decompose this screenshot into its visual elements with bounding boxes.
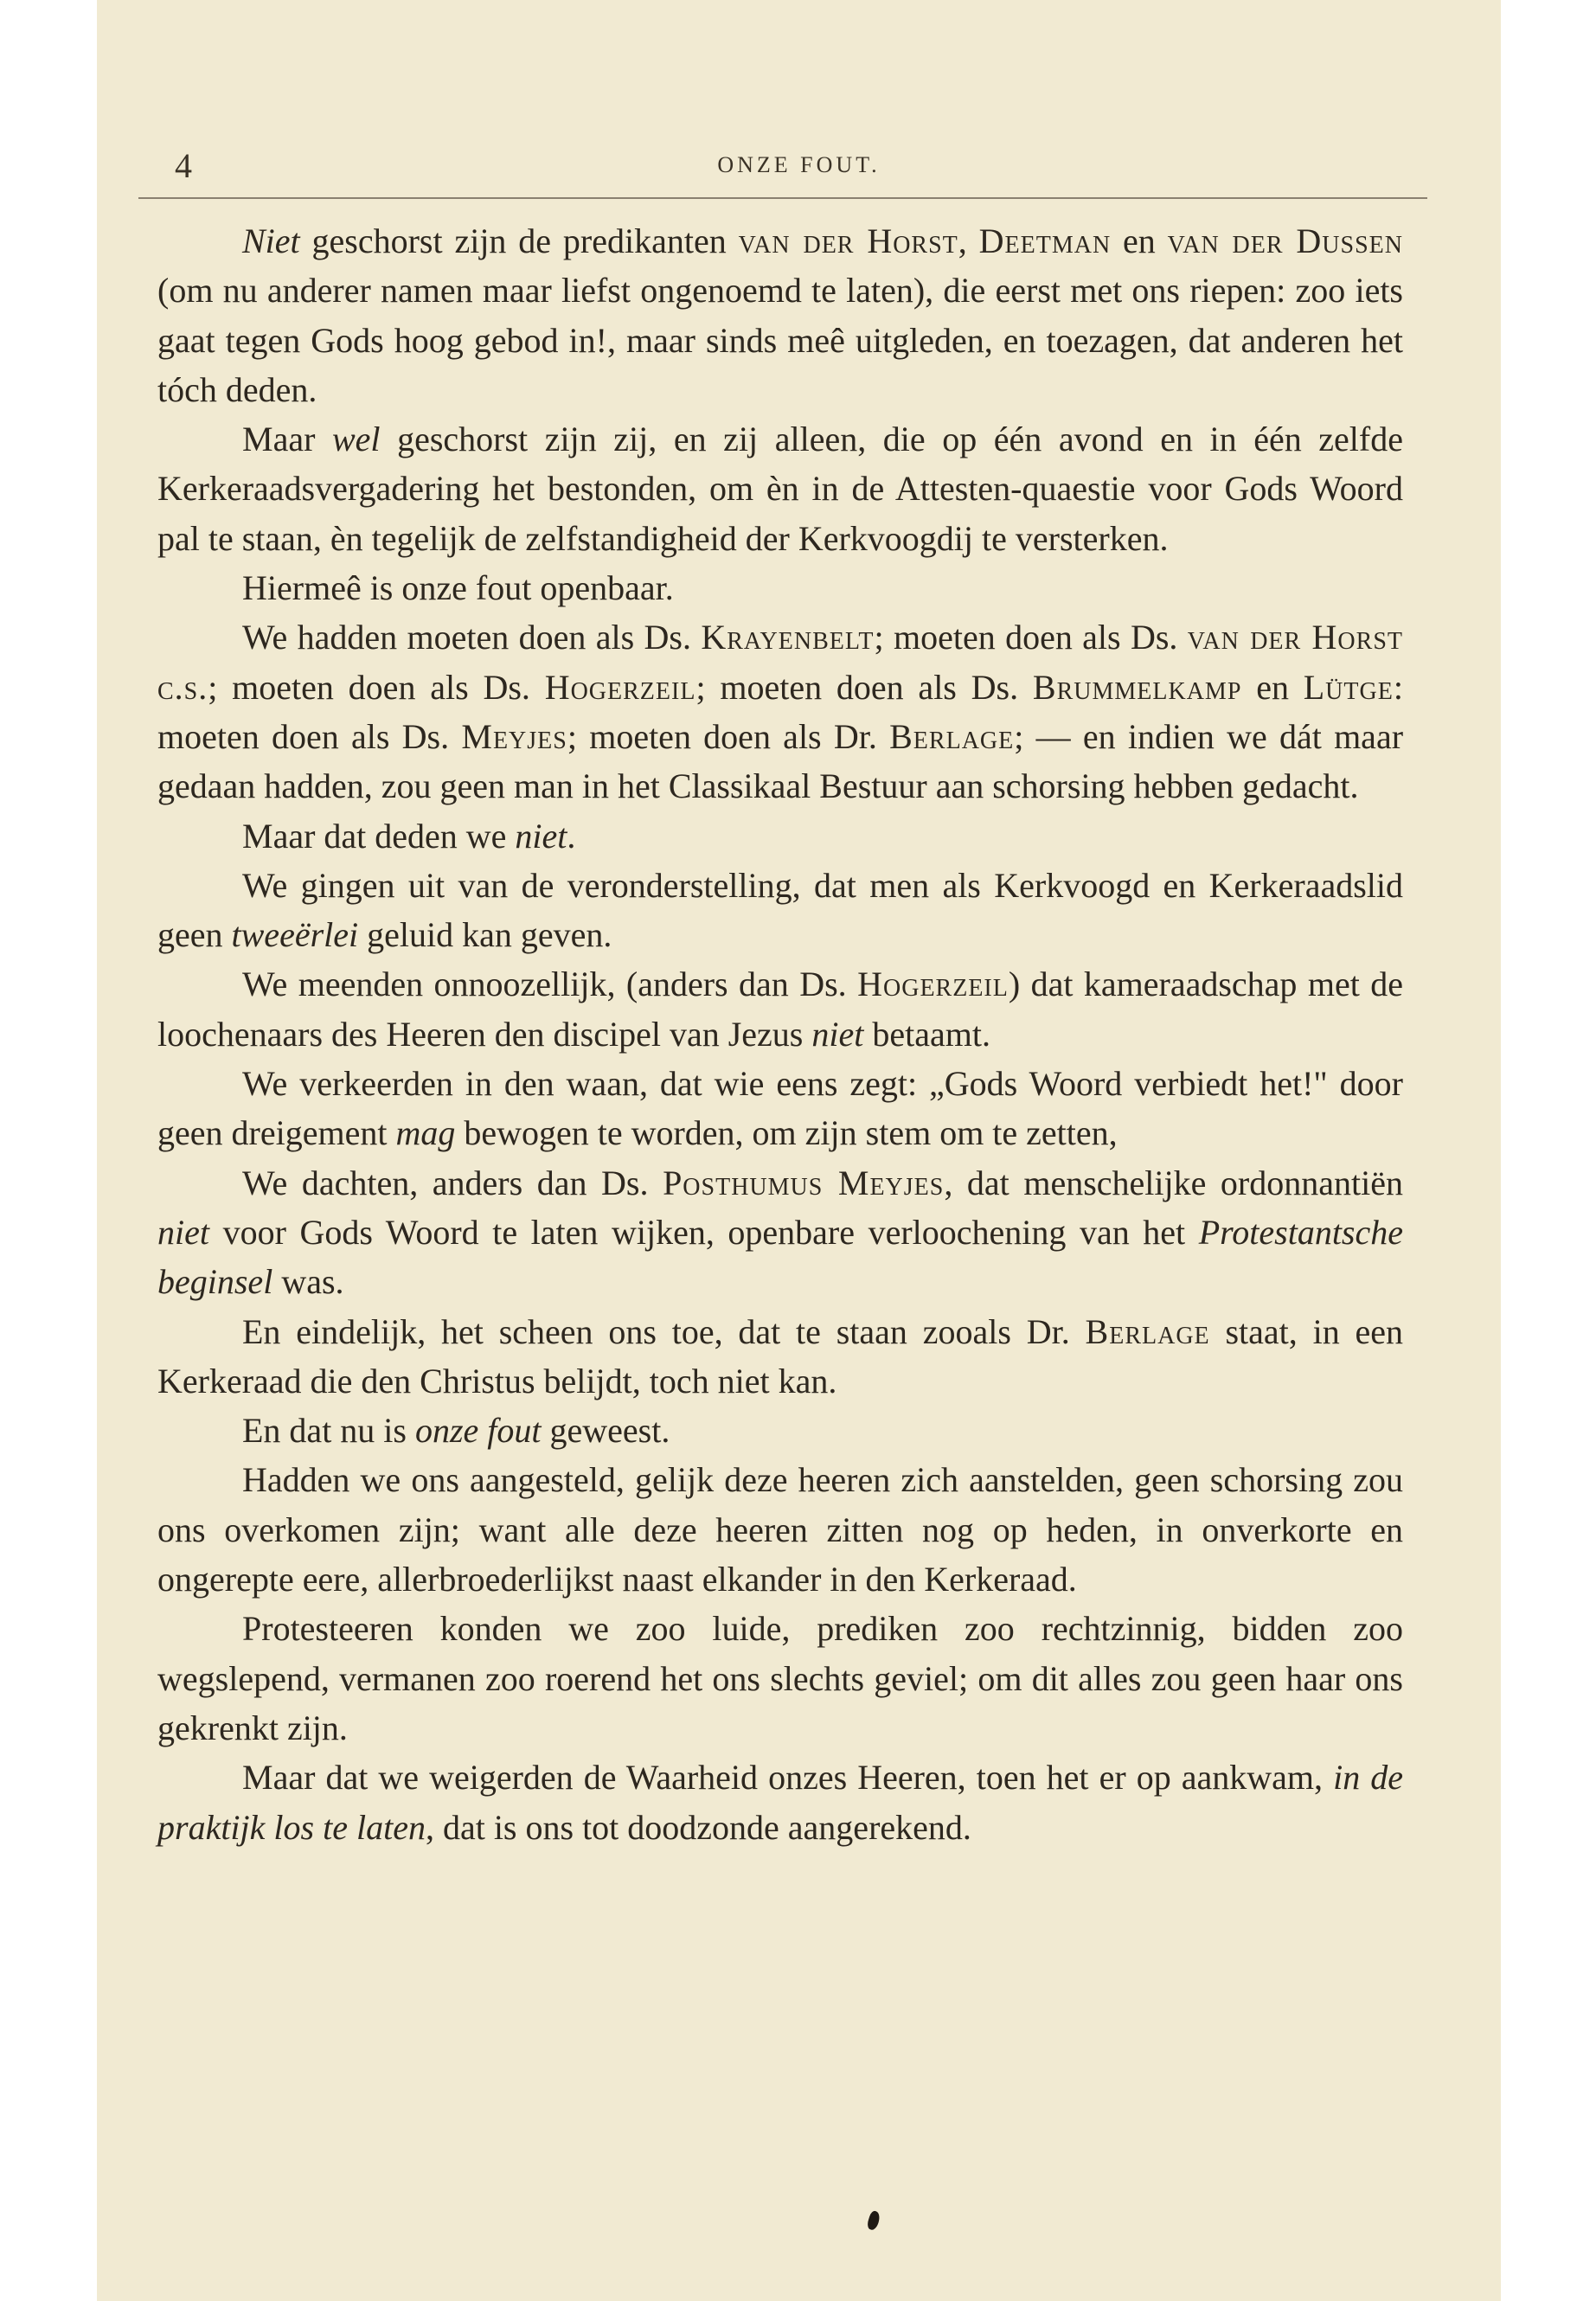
text-run: was. [272,1262,344,1302]
text-run: ; moeten doen als Ds. [874,618,1188,657]
text-run: , dat is ons tot doodzonde aangerekend. [425,1807,971,1847]
name-smallcaps: Meyjes [461,716,567,756]
page-number: 4 [175,146,192,185]
text-run: ; moeten doen als Ds. [695,667,1033,707]
name-smallcaps: van der Horst c.s. [157,618,1404,707]
text-run: betaamt. [863,1014,990,1054]
text-run: We hadden moeten doen als Ds. [242,618,702,657]
paragraph [157,1158,1403,1307]
text-run: bewogen te worden, om zijn stem om te zetten, [455,1113,1118,1153]
text-run: : moeten doen als Ds. [157,667,1403,756]
paragraph [157,216,1403,414]
italic-text: onze fout [414,1411,542,1451]
text-run: Hiermeê is onze fout openbaar. [242,568,674,608]
italic-text: niet [811,1014,864,1054]
text-run: En dat nu is [242,1411,415,1451]
text-run: We gingen uit van de veronderstelling, dat men als Kerkvoogd en Kerkeraadslid geen [157,865,1403,955]
name-smallcaps: Krayenbelt [701,618,875,657]
text-run: ; moeten doen als Dr. [567,716,890,756]
text-run: en [1111,221,1168,260]
name-smallcaps: Hogerzeil [857,965,1009,1004]
page-header [97,145,1501,189]
running-title: ONZE FOUT. [717,152,881,177]
text-run: geschorst zijn de predikanten [299,221,739,260]
paragraph [157,811,1403,861]
paragraph [157,1059,1403,1158]
paragraph [157,1753,1403,1852]
book-page [97,0,1501,2301]
name-smallcaps: Hogerzeil [544,667,696,707]
text-run: , [958,221,979,260]
italic-text: in de praktijk los te laten [157,1758,1403,1847]
text-run: Maar dat we weigerden de Waarheid onzes Heeren, toen het er op aankwam, [242,1758,1334,1798]
name-smallcaps: Deetman [978,221,1112,260]
italic-text: niet [515,816,567,856]
text-run: . [567,816,576,856]
text-run: (om nu anderer namen maar liefst ongenoemd te laten), die eerst met ons riepen: zoo iets gaat tegen Gods hoog gebod in!, maar sinds meê uitgleden, en toezagen, dat anderen het tóch deden. [157,271,1403,409]
text-run: voor Gods Woord te laten wijken, openbare verloochening van het [208,1212,1199,1252]
paragraph [157,959,1403,1059]
text-run: We meenden onnoozellijk, (anders dan Ds. [242,965,858,1004]
italic-text: mag [395,1113,456,1153]
paragraph [157,1307,1403,1407]
text-run: en [1241,667,1304,707]
paragraph [157,612,1403,811]
name-smallcaps: van der Horst [738,221,958,260]
italic-text: Niet [242,221,300,260]
paragraph [157,861,1403,960]
text-run: geschorst zijn zij, en zij alleen, die op één avond en in één zelfde Kerkeraadsvergadering het bestonden, om èn in de Attesten-quaestie voor Gods Woord pal te staan, èn tegelijk de zelfstandigheid der Kerkvoogdij te versterken. [157,420,1403,558]
paragraph [157,1455,1403,1604]
body-text [157,216,1403,1852]
paragraph [157,1406,1403,1455]
name-smallcaps: van der Dussen [1167,221,1403,260]
text-run: staat, in een Kerkeraad die den Christus belijdt, toch niet kan. [157,1311,1404,1400]
paragraph [157,563,1403,612]
text-run: We verkeerden in den waan, dat wie eens zegt: „Gods Woord verbiedt het!" door geen dreigement [157,1064,1403,1153]
text-run: ; — en indien we dát maar gedaan hadden, zou geen man in het Classikaal Bestuur aan schorsing hebben gedacht. [157,716,1404,806]
name-smallcaps: Lütge [1303,667,1394,707]
ink-mark [866,2210,881,2232]
text-run: geweest. [541,1411,670,1451]
text-run: ; moeten doen als Ds. [208,667,545,707]
name-smallcaps: Berlage [1085,1311,1210,1351]
text-run: Protesteeren konden we zoo luide, prediken zoo rechtzinnig, bidden zoo wegslepend, vermanen zoo roerend het ons slechts geviel; om dit alles zou geen haar ons gekrenkt zijn. [157,1609,1403,1747]
italic-text: Protestantsche beginsel [157,1212,1403,1302]
text-run: ) dat kameraadschap met de loochenaars des Heeren den discipel van Jezus [157,965,1403,1054]
text-run: We dachten, anders dan Ds. [242,1163,663,1202]
name-smallcaps: Berlage [889,716,1015,756]
text-run: En eindelijk, het scheen ons toe, dat te staan zooals Dr. [242,1311,1086,1351]
paragraph [157,1604,1403,1753]
name-smallcaps: Brummelkamp [1032,667,1242,707]
name-smallcaps: Posthumus Meyjes [663,1163,945,1202]
text-run: geluid kan geven. [358,915,612,955]
text-run: Maar dat deden we [242,816,516,856]
header-rule [138,197,1427,199]
text-run: Hadden we ons aangesteld, gelijk deze heeren zich aanstelden, geen schorsing zou ons overkomen zijn; want alle deze heeren zitten nog op heden, in onverkorte en ongerepte eere, allerbroederlijkst naast elkander in den Kerkeraad. [157,1460,1403,1599]
italic-text: wel [331,420,381,459]
italic-text: niet [157,1212,209,1252]
paragraph [157,414,1403,563]
italic-text: tweeërlei [231,915,359,955]
text-run: Maar [242,420,332,459]
text-run: , dat menschelijke ordonnantiën [944,1163,1403,1202]
